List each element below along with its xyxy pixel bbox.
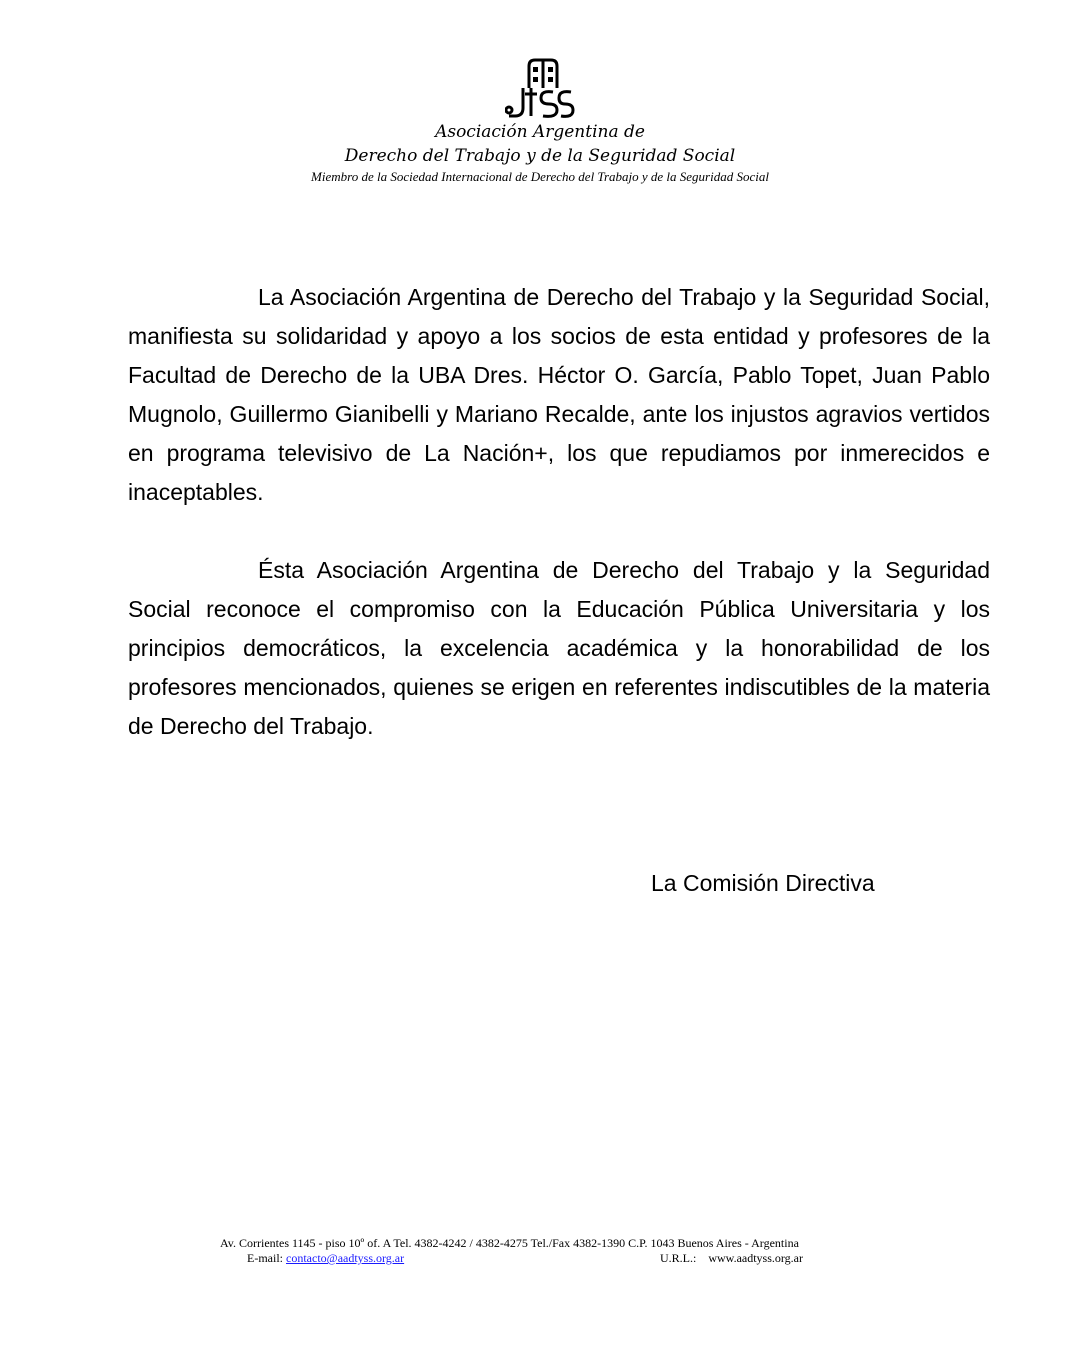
url-label: U.R.L.:	[660, 1251, 709, 1265]
email-link[interactable]: contacto@aadtyss.org.ar	[286, 1251, 405, 1265]
paragraph-solidarity: La Asociación Argentina de Derecho del Trabajo y la Seguridad Social, manifiesta su solidaridad y apoyo a los socios de esta entidad y profesores de la Facultad de Derecho de la UBA Dres. Héctor O. García, Pablo Topet, Juan Pablo Mugnolo, Guillermo Gianibelli y Mariano Recalde, ante los injustos agravios vertidos en programa televisivo de La Nación+, los que repudiamos por inmerecidos e inaceptables.	[128, 284, 990, 505]
aadtyss-logo-icon	[505, 58, 575, 120]
footer-address: Av. Corrientes 1145 - piso 10º of. A Tel. 4382-4242 / 4382-4275 Tel./Fax 4382-1390 C.P. 1043 Buenos Aires - Argentina	[220, 1236, 799, 1250]
letterhead	[0, 58, 1080, 186]
url-text: www.aadtyss.org.ar	[708, 1251, 803, 1265]
footer-email	[247, 1251, 404, 1266]
email-label: E-mail:	[247, 1251, 286, 1265]
organization-name-line-1: Asociación Argentina de	[435, 122, 645, 142]
organization-membership: Miembro de la Sociedad Internacional de Derecho del Trabajo y de la Seguridad Social	[311, 169, 769, 184]
signature: La Comisión Directiva	[651, 870, 875, 896]
paragraph-recognition: Ésta Asociación Argentina de Derecho del Trabajo y la Seguridad Social reconoce el compromiso con la Educación Pública Universitaria y los principios democráticos, la excelencia académica y la honorabilidad de los profesores mencionados, quienes se erigen en referentes indiscutibles de la materia de Derecho del Trabajo.	[128, 557, 990, 739]
letter-body	[128, 278, 990, 746]
organization-name-line-2: Derecho del Trabajo y de la Seguridad Social	[344, 146, 736, 166]
footer-url	[660, 1251, 803, 1266]
